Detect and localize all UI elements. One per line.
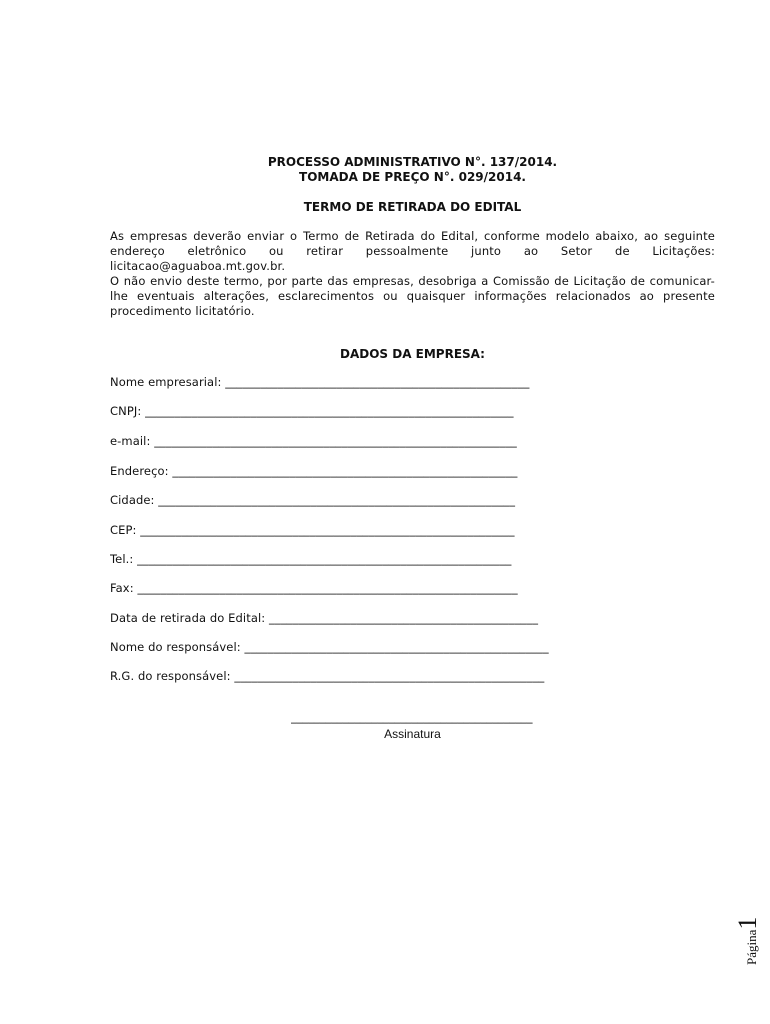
field-company-name: Nome empresarial: ____________________________________________________ (110, 375, 530, 389)
field-address: Endereço: ___________________________________________________________ (110, 464, 518, 478)
page-number-value: 1 (733, 916, 762, 930)
tender-number: TOMADA DE PREÇO N°. 029/2014. (299, 170, 526, 184)
page-number (733, 865, 770, 965)
instruction-paragraph: As empresas deverão enviar o Termo de Retirada do Edital, conforme modelo abaixo, ao seguinte endereço eletrônico ou retirar pessoalmente junto ao Setor de Licitações: licitacao@aguaboa.mt.gov.br. (110, 229, 715, 273)
page-label: Página (744, 929, 759, 965)
field-responsible-name: Nome do responsável: ____________________________________________________ (110, 640, 549, 654)
process-number: PROCESSO ADMINISTRATIVO N°. 137/2014. (267, 155, 558, 169)
signature-line: __________________________________________ (291, 710, 533, 724)
field-email: e-mail: ______________________________________________________________ (110, 434, 517, 448)
process-header (110, 155, 715, 185)
field-cep: CEP: ________________________________________________________________ (110, 523, 515, 537)
field-phone: Tel.: ________________________________________________________________ (110, 552, 512, 566)
field-city: Cidade: _____________________________________________________________ (110, 493, 516, 507)
field-responsible-rg: R.G. do responsável: _____________________________________________________ (110, 669, 545, 683)
company-data-heading: DADOS DA EMPRESA: (340, 347, 485, 361)
field-withdrawal-date: Data de retirada do Edital: ______________________________________________ (110, 611, 539, 625)
document-title: TERMO DE RETIRADA DO EDITAL (303, 200, 522, 214)
field-fax: Fax: _________________________________________________________________ (110, 581, 518, 595)
signature-label: Assinatura (384, 727, 441, 741)
field-cnpj: CNPJ: _______________________________________________________________ (110, 404, 514, 418)
notice-paragraph: O não envio deste termo, por parte das empresas, desobriga a Comissão de Licitação de comunicar-lhe eventuais alterações, esclarecimentos ou quaisquer informações relacionados ao presente procedimento licitatório. (110, 274, 715, 318)
